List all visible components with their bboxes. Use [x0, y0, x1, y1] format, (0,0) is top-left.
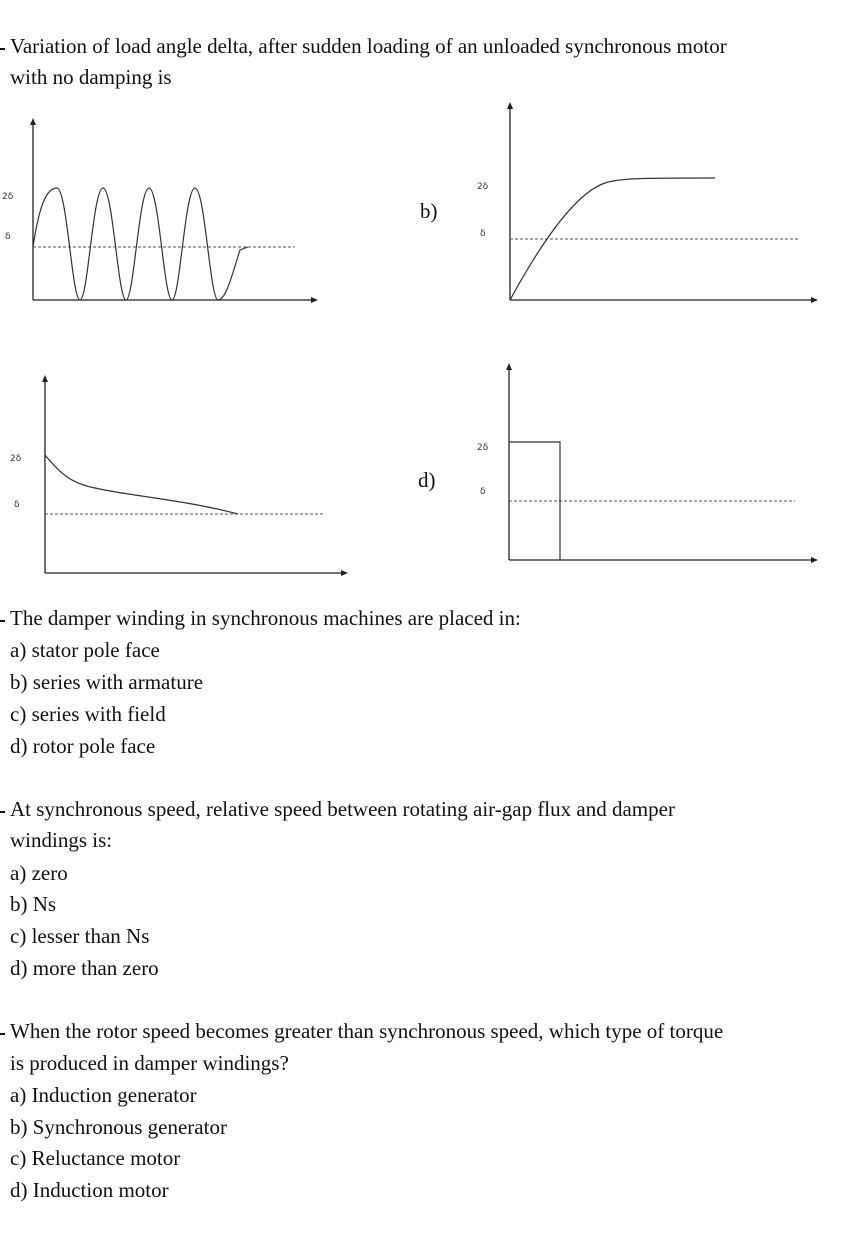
q3-option-c: c) lesser than Ns: [10, 924, 150, 948]
q1-text-line2: with no damping is: [10, 65, 172, 89]
graph-b-svg: [470, 95, 830, 310]
graph-c: [0, 368, 360, 583]
graph-a-x-arrow: [311, 297, 318, 303]
q1-option-b-label: b): [420, 199, 438, 223]
graph-b-x-arrow: [811, 297, 818, 303]
q2-text: The damper winding in synchronous machines are placed in:: [10, 606, 521, 630]
graph-c-svg: [0, 368, 360, 583]
graph-c-label-2delta: 2δ: [10, 454, 22, 464]
graph-d-svg: [470, 358, 830, 573]
graph-a-curve: [33, 188, 248, 300]
graph-a-label-delta: δ: [5, 232, 11, 242]
q2-option-d: d) rotor pole face: [10, 734, 156, 758]
q1-option-d-label: d): [418, 468, 436, 492]
graph-b: [470, 95, 830, 310]
q2-option-a: a) stator pole face: [10, 638, 160, 662]
graph-a: [0, 110, 340, 315]
q3-marker: [0, 811, 5, 813]
q4-option-b: b) Synchronous generator: [10, 1115, 227, 1139]
q2-option-b: b) series with armature: [10, 670, 204, 694]
graph-d-x-arrow: [811, 557, 818, 563]
q4-option-d: d) Induction motor: [10, 1178, 169, 1202]
graph-c-y-arrow: [42, 375, 48, 382]
graph-d: [470, 358, 830, 573]
graph-b-label-delta: δ: [480, 229, 486, 239]
q4-text-line2: is produced in damper windings?: [10, 1051, 289, 1075]
graph-b-y-arrow: [507, 102, 513, 109]
q3-option-b: b) Ns: [10, 892, 57, 916]
q3-option-d: d) more than zero: [10, 956, 159, 980]
graph-d-y-arrow: [506, 363, 512, 370]
graph-b-label-2delta: 2δ: [477, 182, 489, 192]
graph-d-label-delta: δ: [480, 487, 486, 497]
q1-marker: [0, 48, 5, 50]
q3-option-a: a) zero: [10, 861, 68, 885]
graph-c-x-arrow: [341, 570, 348, 576]
q3-text-line1: At synchronous speed, relative speed between rotating air-gap flux and damper: [10, 797, 675, 821]
q3-text-line2: windings is:: [10, 828, 113, 852]
q4-marker: [0, 1033, 5, 1035]
graph-d-label-2delta: 2δ: [477, 443, 489, 453]
q4-option-a: a) Induction generator: [10, 1083, 197, 1107]
q2-option-c: c) series with field: [10, 702, 166, 726]
q1-text-line1: Variation of load angle delta, after sudden loading of an unloaded synchronous motor: [10, 34, 727, 58]
graph-c-label-delta: δ: [14, 500, 20, 510]
graph-c-curve: [45, 455, 238, 514]
graph-a-label-2delta: 2δ: [2, 192, 14, 202]
q4-text-line1: When the rotor speed becomes greater than synchronous speed, which type of torque: [10, 1019, 724, 1043]
graph-a-svg: [0, 110, 340, 315]
graph-a-y-arrow: [30, 118, 36, 125]
q4-option-c: c) Reluctance motor: [10, 1146, 181, 1170]
q2-marker: [0, 620, 5, 622]
